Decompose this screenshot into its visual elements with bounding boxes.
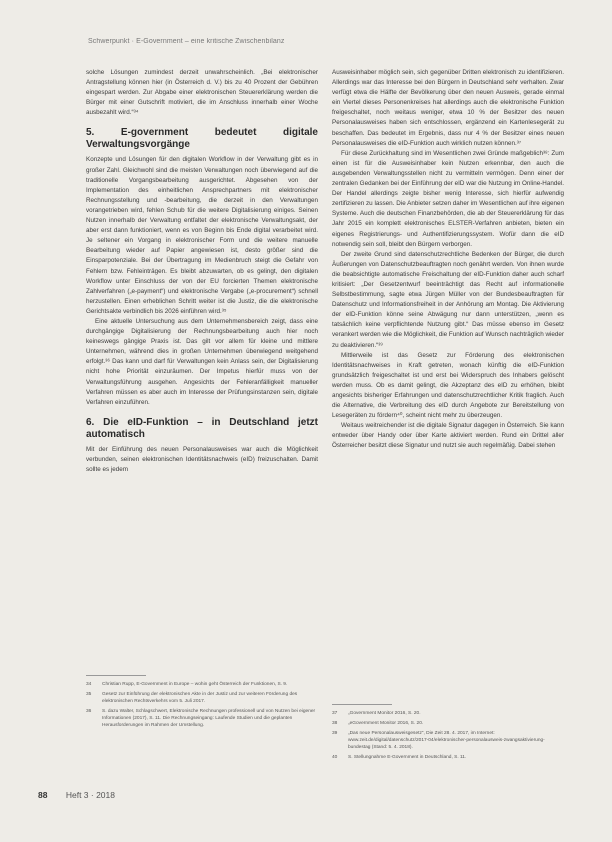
footnote-number: 35 — [86, 692, 92, 697]
footnote — [332, 754, 564, 761]
footnote-text: „Government Monitor 2016, S. 20. — [348, 711, 421, 716]
section-heading-5: 5. E-government bedeutet digitale Verwaltungsvorgänge — [86, 127, 318, 151]
running-head: Schwerpunkt · E-Government – eine kritische Zwischenbilanz — [88, 38, 285, 45]
footnote-text: S. dazu Walter, Schlagschwert, Elektronische Rechnungen professionell und von Nutzen bei eigener Informationen (2017), S. 11. Die Rechnungseingang: Laufende Studien und die geplanten Herausforderungen im Rahmen der Umstellung. — [102, 709, 316, 728]
page-footer — [38, 790, 115, 800]
right-column — [332, 68, 564, 452]
footnote-number: 34 — [86, 682, 92, 687]
footnote-text: „Das neue Personalausweisgesetz“, Die Zeit 28. 4. 2017, im Internet: www.zeit.de/digital/datenschutz/2017-04/elektronischer-personalausweis-zwangsaktivierung-bundestag (Stand: 5. 4. 2018). — [348, 731, 545, 750]
footnote — [332, 730, 564, 751]
paragraph: Mit der Einführung des neuen Personalausweises war auch die Möglichkeit verbunden, seinen elektronischen Identitätsnachweis (eID) freizuschalten. Damit sollte es jedem — [86, 445, 318, 473]
footnotes-left — [86, 681, 318, 732]
footnote-text: Christian Rupp, E-Government in Europe – wohin geht Österreich der Funktionen, S. 9. — [102, 682, 288, 687]
footnote-rule — [86, 675, 146, 676]
page-number: 88 — [38, 790, 48, 800]
footnote — [332, 710, 564, 717]
footnote-text: Gesetz zur Einführung der elektronischen Akte in der Justiz und zur weiteren Förderung des elektronischen Rechtsverkehrs vom 5. Juli 2017. — [102, 692, 298, 704]
paragraph: Der zweite Grund sind datenschutzrechtliche Bedenken der Bürger, die durch Äußerungen von Datenschutzbeauftragten noch genährt werden. Von ihnen wurde die beabsichtigte automatische Freischaltung der eID-Funktion daher auch scharf kritisiert: „Der Gesetzentwurf beeinträchtigt das Recht auf informationelle Selbstbestimmung, sagte etwa Jürgen Müller von der Bundesbeauftragten für Datenschutz und Informationsfreiheit in der Anhörung am Montag. Die Aktivierung der eID-Funktion könne seine Abwägung nur dann unterstützen, „wenn es tatsächlich keine verpflichtende Nutzung gibt.“ Das müsse ebenso im Gesetz verankert werden wie die Möglichkeit, die Funktion auf Wunsch nachträglich wieder zu deaktivieren.“³⁹ — [332, 250, 564, 349]
paragraph: Eine aktuelle Untersuchung aus dem Unternehmensbereich zeigt, dass eine durchgängige Digitalisierung der Rechnungsbearbeitung auch hier noch keineswegs gängige Praxis ist. Das gilt vor allem für kleine und mittlere Unternehmen, während dies in großen Unternehmen überwiegend weitgehend erfolgt.³⁶ Das kann und darf für Verwaltungen kein Anlass sein, der Digitalisierung nicht hohe Priorität einzuräumen. Der Impetus hierfür muss von der Verwaltungsführung ausgehen. Angesichts der Fehleranfälligkeit manueller Verfahren müssen es aber auch im Interesse der Prüfungsinstanzen sein, digitale Verfahren einzuführen. — [86, 317, 318, 406]
section-heading-6: 6. Die eID-Funktion – in Deutschland jetzt automatisch — [86, 416, 318, 440]
footnote-number: 40 — [332, 755, 338, 760]
footnote-number: 37 — [332, 711, 338, 716]
footnote-number: 38 — [332, 721, 338, 726]
footnote-number: 36 — [86, 709, 92, 714]
paragraph: Weitaus weitreichender ist die digitale Signatur dagegen in Österreich. Sie kann entweder über Handy oder über Karte aktiviert werden. Rund ein Drittel aller Österreicher besitzt diese Signatur und nutzt sie auch regelmäßig. Dabei stehen — [332, 422, 564, 450]
footnote — [332, 720, 564, 727]
paragraph: Für diese Zurückhaltung sind im Wesentlichen zwei Gründe maßgeblich³⁸: Zum einen ist für die Ausweisinhaber kein Nutzen erkennbar, den auch die ausgebenden Verwaltungsstellen nicht zu vermitteln vermögen. Denn einer der zentralen Gedanken bei der Einführung der eID war die Nutzung im Online-Handel. Der Handel allerdings zeigte bisher wenig Interesse, sich hierfür aufwendig zertifizieren zu lassen. Die Anbieter setzen daher im Wesentlichen auf ihre eigenen Systeme. Auch die deutschen Finanzbehörden, die ab der Steuererklärung für das Jahr 2015 ein komplett elektronisches ELSTER-Verfahren anbieten, bieten ein eigenes Registrierungs- und Authentifizierungssystem. Wofür dann die eID notwendig sein soll, bleibt den Bürgern verborgen. — [332, 149, 564, 248]
issue-label: Heft 3 · 2018 — [65, 790, 115, 800]
paragraph: Konzepte und Lösungen für den digitalen Workflow in der Verwaltung gibt es in großer Zahl. Gleichwohl sind die meisten Verwaltungen noch überwiegend auf die traditionelle Vorgangsbearbeitung ausgerichtet. Abgesehen von der Implementation des einheitlichen Ansprechpartners mit elektronischer Rechnungsstellung und -bearbeitung, die derzeit in den Verwaltungen vorangetrieben wird, fehlen Schub für die weitere Digitalisierung einiges. Seinen Nutzen innerhalb der Verwaltung entfaltet der elektronische Verwaltungsakt, der aber erst dann funktioniert, wenn es von Beginn bis Ende digital verarbeitet wird. Je seltener ein Vorgang in elektronischer Form und die weitere manuelle Bearbeitung wieder auf Papier angewiesen ist, desto größer sind die Einsparpotenziale. Bei der Übertragung im Medienbruch steigt die Gefahr von Fehlern bzw. Fehleinträgen. Es bleibt abzuwarten, ob es gelingt, den digitalen Workflow unter Einschluss der von der EU forcierten Themen elektronische Zahlverfahren („e-payment“) und elektronische Vergabe („e-procurement“) schnell herzustellen. Einen erheblichen Schritt weiter ist die Justiz, die die elektronische Gerichtsakte verbindlich bis 2026 einführen wird.³⁵ — [86, 156, 318, 315]
footnote-rule — [332, 704, 392, 705]
left-column — [86, 68, 318, 475]
footnote-text: „eGovernment Monitor 2016, S. 20. — [348, 721, 424, 726]
footnote-text: S. Stellungnahme E-Government in Deutschland, S. 11. — [348, 755, 467, 760]
footnotes-right — [332, 710, 564, 764]
paragraph: Mittlerweile ist das Gesetz zur Förderung des elektronischen Identitätsnachweises in Kraft getreten, wonach künftig die eID-Funktion grundsätzlich freigeschaltet ist und erst bei Widerspruch des Inhabers gelöscht werden muss. Ob es damit gelingt, die Akzeptanz des eID zu erhöhen, bleibt angesichts bisheriger Erfahrungen und datenschutzrechtlicher Kritik fraglich. Auch die Alternative, die Verbreitung des eID durch Angebote zur Bereitstellung von Lesegeräten zu fördern⁴⁰, scheint nicht mehr zu überzeugen. — [332, 351, 564, 420]
paragraph: solche Lösungen zumindest derzeit unwahrscheinlich. „Bei elektronischer Antragstellung können hier (in Österreich d. V.) bis zu 40 Prozent der Gebühren eingespart werden. Zur Abgabe einer elektronischen Steuererklärung werden die Bürger mit einer Gutschrift motiviert, die im Anschluss innerhalb einer Woche ausbezahlt wird.“³⁴ — [86, 69, 318, 117]
footnote — [86, 691, 318, 705]
paragraph: Ausweisinhaber möglich sein, sich gegenüber Dritten elektronisch zu identifizieren. Allerdings war das Interesse bei den Bürgern in Deutschland sehr verhalten. Zwar verfügt etwa die Hälfte der Bevölkerung über den neuen Ausweis, gerade einmal ein Viertel dieses Personenkreises hat allerdings auch die elektronische Funktion freigeschaltet, noch weitaus weniger, etwa 10 % der Besitzer des neuen Personalausweises haben sich entschlossen, ergänzend ein Kartenlesegerät zu beschaffen. Das bedeutet im Ergebnis, dass nur 4 % der Besitzer eines neuen Personalausweises die eID-Funktion auch wirklich nutzen können.³⁷ — [332, 69, 564, 147]
footnote-number: 39 — [332, 731, 338, 736]
footnote — [86, 708, 318, 729]
footnote — [86, 681, 318, 688]
